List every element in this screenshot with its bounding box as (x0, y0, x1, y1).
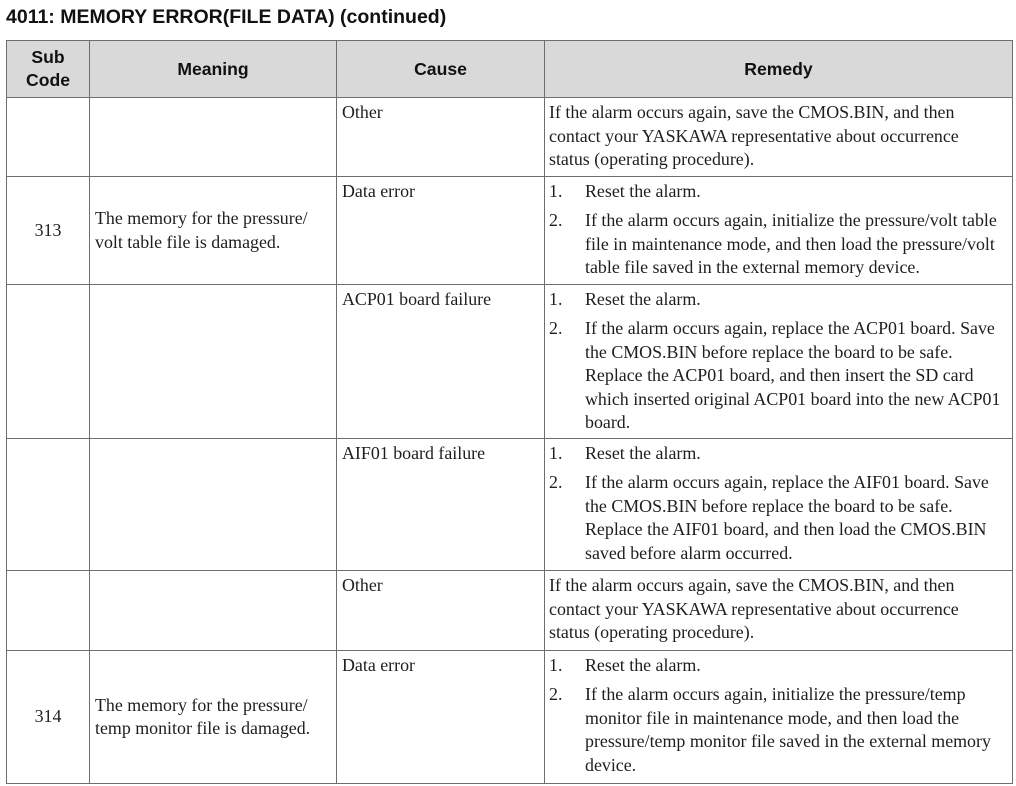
cause-cell (337, 571, 544, 650)
step-number: 1. (549, 181, 563, 201)
column-header-cause: Cause (337, 41, 544, 97)
sub-code-cell (7, 177, 89, 284)
remedy-cell (545, 651, 1012, 783)
sub-code-cell (7, 651, 89, 783)
remedy-step (549, 180, 1008, 204)
meaning-text: The memory for the pressure/ volt table file is damaged. (95, 208, 308, 252)
step-number: 2. (549, 318, 563, 338)
step-number: 1. (549, 443, 563, 463)
cause-text: AIF01 board failure (342, 443, 486, 463)
remedy-cell (545, 177, 1012, 284)
remedy-step (549, 442, 1008, 466)
cause-cell (337, 285, 544, 438)
cause-cell (337, 651, 544, 783)
remedy-cell (545, 571, 1012, 650)
remedy-text: If the alarm occurs again, save the CMOS.BIN, and then contact your YASKAWA representative about occurrence status (operating procedure). (549, 102, 959, 169)
meaning-cell (90, 571, 336, 650)
cause-text: Data error (342, 655, 416, 675)
cause-text: Other (342, 575, 383, 595)
remedy-step (549, 683, 1008, 777)
step-text: If the alarm occurs again, replace the AIF01 board. Save the CMOS.BIN before replace the board to be safe. Replace the AIF01 board, and then load the CMOS.BIN saved before alarm occurred. (585, 472, 989, 563)
meaning-text: The memory for the pressure/ temp monitor file is damaged. (95, 694, 311, 738)
sub-code: 313 (34, 219, 62, 240)
sub-code-cell (7, 285, 89, 438)
remedy-step (549, 471, 1008, 565)
sub-code-cell (7, 98, 89, 176)
step-text: If the alarm occurs again, initialize the pressure/temp monitor file in maintenance mode, and then load the pressure/temp monitor file saved in the external memory device. (585, 684, 991, 775)
step-number: 2. (549, 210, 563, 230)
step-text: Reset the alarm. (585, 655, 701, 675)
cause-text: ACP01 board failure (342, 289, 492, 309)
meaning-cell (90, 285, 336, 438)
step-number: 2. (549, 684, 563, 704)
step-number: 1. (549, 289, 563, 309)
cause-text: Other (342, 102, 383, 122)
remedy-step (549, 288, 1008, 312)
step-text: Reset the alarm. (585, 443, 701, 463)
step-text: Reset the alarm. (585, 181, 701, 201)
remedy-cell (545, 98, 1012, 176)
remedy-step (549, 209, 1008, 280)
cause-cell (337, 439, 544, 570)
meaning-cell (90, 651, 336, 783)
cause-cell (337, 177, 544, 284)
meaning-cell (90, 98, 336, 176)
cause-cell (337, 98, 544, 176)
remedy-text: If the alarm occurs again, save the CMOS.BIN, and then contact your YASKAWA representative about occurrence status (operating procedure). (549, 575, 959, 642)
cause-text: Data error (342, 181, 416, 201)
step-text: If the alarm occurs again, replace the ACP01 board. Save the CMOS.BIN before replace the board to be safe. Replace the ACP01 board, and then insert the SD card which inserted original ACP01 board into the new ACP01 board. (585, 318, 1001, 432)
remedy-step (549, 317, 1008, 435)
column-header-meaning: Meaning (90, 41, 336, 97)
remedy-cell (545, 285, 1012, 438)
sub-code-cell (7, 439, 89, 570)
alarm-table (6, 40, 1013, 784)
step-text: Reset the alarm. (585, 289, 701, 309)
sub-code: 314 (34, 706, 62, 727)
sub-code-cell (7, 571, 89, 650)
remedy-step (549, 654, 1008, 678)
column-header-sub-code: Sub Code (7, 41, 89, 97)
page-title: 4011: MEMORY ERROR(FILE DATA) (continued) (6, 6, 447, 28)
meaning-cell (90, 439, 336, 570)
step-number: 1. (549, 655, 563, 675)
step-number: 2. (549, 472, 563, 492)
meaning-cell (90, 177, 336, 284)
step-text: If the alarm occurs again, initialize the pressure/volt table file in maintenance mode, and then load the pressure/volt table file saved in the external memory device. (585, 210, 997, 277)
remedy-cell (545, 439, 1012, 570)
column-header-remedy: Remedy (545, 41, 1012, 97)
